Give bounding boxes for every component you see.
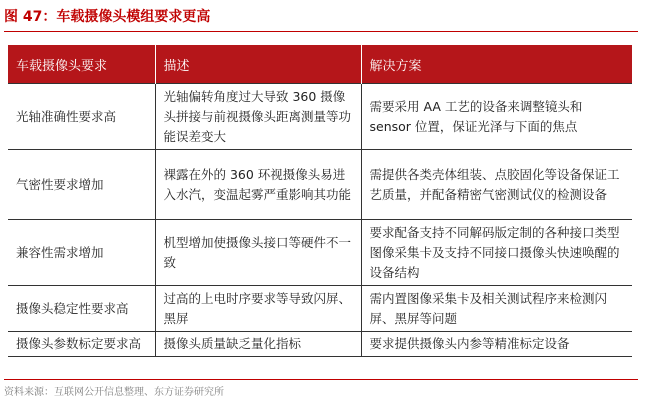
cell-requirement: 光轴准确性要求高 bbox=[8, 84, 155, 150]
figure-title: 图 47：车载摄像头模组要求更高 bbox=[4, 6, 638, 32]
source-divider bbox=[4, 379, 638, 380]
table-row bbox=[8, 286, 632, 332]
table-row bbox=[8, 220, 632, 286]
header-description: 描述 bbox=[155, 45, 361, 84]
source-note: 资料来源：互联网公开信息整理、东方证券研究所 bbox=[4, 387, 224, 398]
cell-solution: 要求配备支持不同解码版定制的各种接口类型图像采集卡及支持不同接口摄像头快速唤醒的设备结构 bbox=[361, 220, 632, 286]
cell-requirement: 摄像头参数标定要求高 bbox=[8, 332, 155, 357]
cell-requirement: 摄像头稳定性要求高 bbox=[8, 286, 155, 332]
requirements-table bbox=[8, 45, 632, 357]
cell-solution: 需提供各类壳体组装、点胶固化等设备保证工艺质量，并配备精密气密测试仪的检测设备 bbox=[361, 150, 632, 220]
cell-description: 机型增加使摄像头接口等硬件不一致 bbox=[155, 220, 361, 286]
cell-requirement: 气密性要求增加 bbox=[8, 150, 155, 220]
cell-description: 摄像头质量缺乏量化指标 bbox=[155, 332, 361, 357]
cell-solution: 要求提供摄像头内参等精准标定设备 bbox=[361, 332, 632, 357]
cell-description: 裸露在外的 360 环视摄像头易进入水汽，变温起雾严重影响其功能 bbox=[155, 150, 361, 220]
header-solution: 解决方案 bbox=[361, 45, 632, 84]
cell-description: 光轴偏转角度过大导致 360 摄像头拼接与前视摄像头距离测量等功能误差变大 bbox=[155, 84, 361, 150]
table-header-row bbox=[8, 45, 632, 84]
table-row bbox=[8, 84, 632, 150]
header-requirement: 车载摄像头要求 bbox=[8, 45, 155, 84]
table-row bbox=[8, 332, 632, 357]
table-row bbox=[8, 150, 632, 220]
cell-solution: 需内置图像采集卡及相关测试程序来检测闪屏、黑屏等问题 bbox=[361, 286, 632, 332]
cell-requirement: 兼容性需求增加 bbox=[8, 220, 155, 286]
cell-solution: 需要采用 AA 工艺的设备来调整镜头和 sensor 位置，保证光泽与下面的焦点 bbox=[361, 84, 632, 150]
cell-description: 过高的上电时序要求等导致闪屏、黑屏 bbox=[155, 286, 361, 332]
